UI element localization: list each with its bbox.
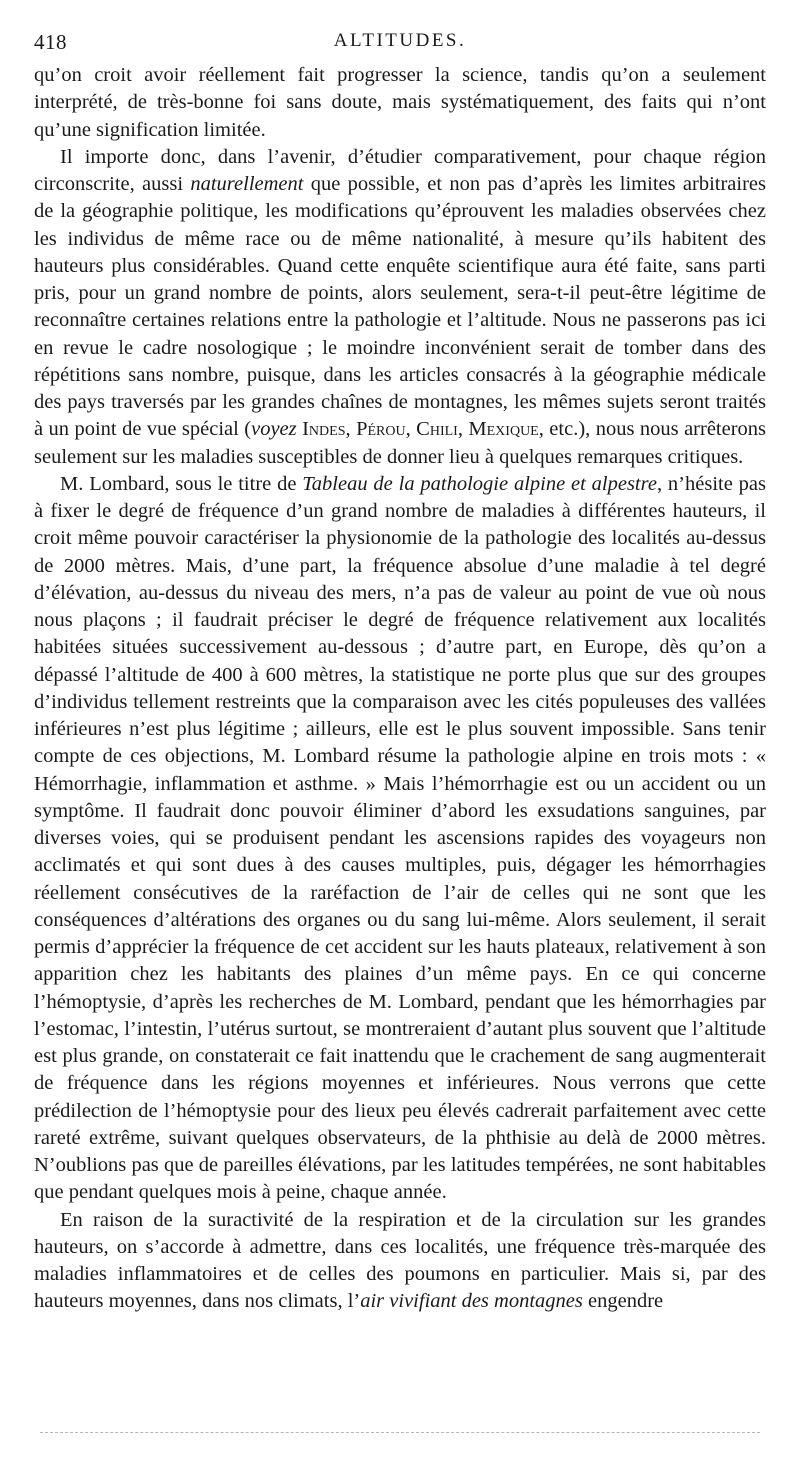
- paragraph: [34, 471, 766, 1207]
- cross-reference: Chili: [416, 418, 458, 441]
- italic-text: naturellement: [190, 173, 304, 195]
- text-run: ,: [405, 418, 417, 441]
- running-title: ALTITUDES.: [333, 30, 467, 51]
- text-run: , etc.), nous nous arrêterons seulement sur les maladies susceptibles de donner lieu à quelques remarques critiques.: [34, 418, 767, 468]
- paragraph: [34, 62, 766, 144]
- italic-text: voyez: [251, 418, 297, 441]
- text-run: , n’hésite pas à fixer le degré de fréquence d’un grand nombre de maladies à différentes hauteurs, il croit même pouvoir caractériser la physionomie de la pathologie des localités au-dessus de 2000 mètres. Mais, d’une part, la fréquence absolue d’une maladie à tel degré d’élévation, au-dessus du niveau des mers, n’a pas de valeur au point de vue où nous nous plaçons ; il faudrait préciser le degré de fréquence relativement aux localités habitées situées successivement au-dessous ; d’autre part, en Europe, dès qu’on a dépassé l’altitude de 400 à 600 mètres, la statistique ne porte plus que sur des groupes d’individus tellement restreints que la comparaison avec les cités populeuses des vallées inférieures n’est plus légitime ; ailleurs, elle est le plus souvent impossible. Sans tenir compte de ces objections, M. Lombard résume la pathologie alpine en trois mots : « Hémorrhagie, inflammation et asthme. » Mais l’hémorrhagie est ou un accident ou un symptôme. Il faudrait donc pouvoir éliminer d’abord les exsudations sanguines, par diverses voies, qui se produisent pendant les ascensions rapides des voyageurs non acclimatés et qui sont dues à des causes multiples, puis, dégager les hémorrhagies réellement consécutives de la raréfaction de l’air de celles qui ne sont que les conséquences d’altérations des organes ou du sang lui-même. Alors seulement, il serait permis d’apprécier la fréquence de cet accident sur les hauts plateaux, relativement à son apparition chez les habitants des plaines d’un même pays. En ce qui concerne l’hémoptysie, d’après les recherches de M. Lombard, pendant que les hémorrhagies par l’estomac, l’intestin, l’utérus surtout, se montreraient d’autant plus souvent que l’altitude est plus grande, on constaterait ce fait inattendu que le crachement de sang augmenterait de fréquence dans les régions moyennes et inférieures. Nous verrons que cette prédilection de l’hémoptysie pour des lieux peu élevés cadrerait parfaitement avec cette rareté extrême, suivant quelques observateurs, de la phthisie au delà de 2000 mètres. N’oublions pas que de pareilles élévations, par les latitudes tempérées, ne sont habitables que pendant quelques mois à peine, chaque année.: [34, 472, 766, 1204]
- cross-reference: Mexique: [468, 418, 539, 441]
- paragraph: [34, 1207, 766, 1316]
- text-run: que possible, et non pas d’après les limites arbitraires de la géographie politique, les modifications qu’éprouvent les maladies observées chez les individus de même race ou de même nationalité, à mesure qu’ils habitent des hauteurs plus considérables. Quand cette enquête scientifique aura été faite, sans parti pris, pour un grand nombre de points, alors seulement, sera-t-il peut-être légitime de reconnaître certaines relations entre la pathologie et l’altitude. Nous ne passerons pas ici en revue le cadre nosologique ; le moindre inconvénient serait de tomber dans des répétitions sans nombre, puisque, dans les articles consacrés à la géographie médicale des pays traversés par les grandes chaînes de montagnes, les mêmes sujets seront traités à un point de vue spécial (: [34, 173, 766, 441]
- text-run: qu’on croit avoir réellement fait progresser la science, tandis qu’on a seulement interprété, de très-bonne foi sans doute, mais systématiquement, des faits qui n’ont qu’une signification limitée.: [34, 64, 766, 141]
- page-number: 418: [34, 30, 67, 54]
- text-run: M. Lombard, sous le titre de: [60, 472, 303, 495]
- bottom-edge-artifact: [40, 1432, 760, 1433]
- italic-text: air vivifiant des montagnes: [360, 1290, 583, 1313]
- paragraph: [34, 144, 766, 471]
- text-run: Il importe donc, dans l’avenir, d’étudier comparativement, pour chaque région circonscrite, aussi: [34, 145, 766, 195]
- cross-reference: Indes: [302, 418, 346, 441]
- text-run: En raison de la suractivité de la respiration et de la circulation sur les grandes hauteurs, on s’accorde à admettre, dans ces localités, une fréquence très-marquée des maladies inflammatoires et de celles des poumons en particulier. Mais si, par des hauteurs moyennes, dans nos climats, l’: [34, 1208, 766, 1313]
- cross-reference: Pérou: [356, 418, 406, 441]
- page-header: [34, 30, 766, 64]
- text-run: ,: [345, 418, 357, 441]
- body-text: [34, 62, 766, 1316]
- italic-text: Tableau de la pathologie alpine et alpestre: [302, 472, 657, 495]
- text-run: ,: [457, 418, 469, 441]
- text-run: engendre: [582, 1290, 664, 1313]
